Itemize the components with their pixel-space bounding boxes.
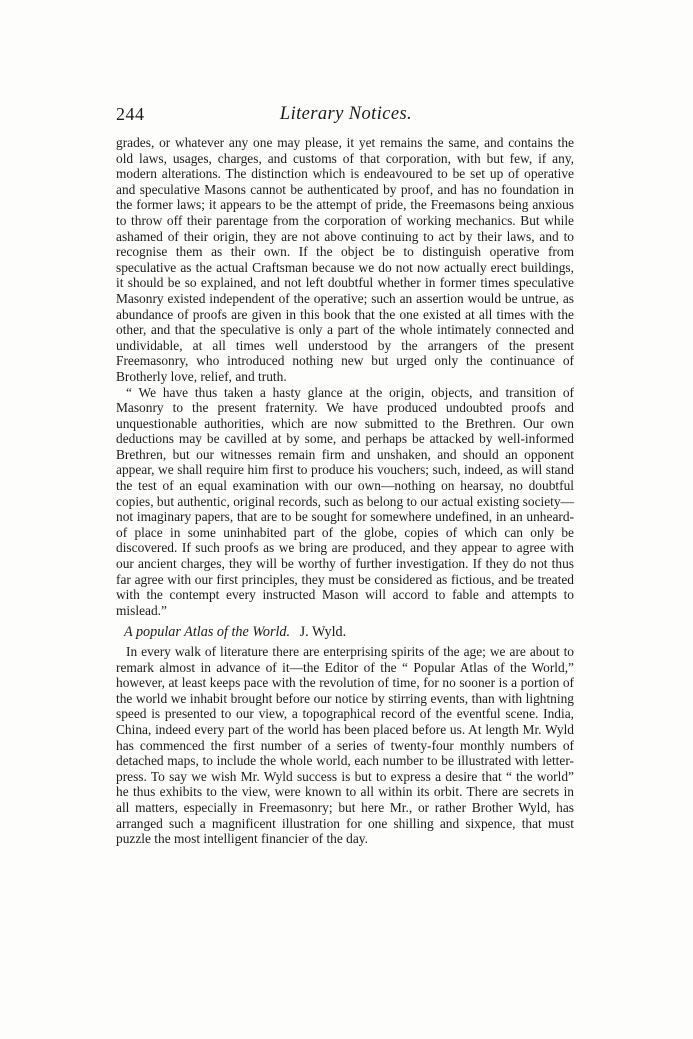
- body-text: [116, 135, 574, 847]
- review-title: A popular Atlas of the World.: [124, 624, 291, 641]
- review-heading: [116, 625, 574, 641]
- page-header: [116, 104, 576, 128]
- paragraph-continued: grades, or whatever any one may please, it yet remains the same, and contains the old laws, usages, charges, and customs of that corporation, with but few, if any, modern alterations. The distinction which is endeavoured to be set up of operative and speculative Masons cannot be authenticated by proof, and has no foundation in the former laws; it appears to be the attempt of pride, the Freemasons being anxious to throw off their parentage from the corporation of working mechanics. But while ashamed of their origin, they are not above continuing to act by their laws, and to recognise them as their own. If the object be to distinguish operative from speculative as the actual Craftsman because we do not now actually erect buildings, it should be so explained, and not left doubtful whether in former times speculative Masonry existed independent of the operative; such an assertion would be untrue, as abundance of proofs are given in this book that the one existed at all times with the other, and that the speculative is only a part of the whole intimately connected and undividable, at all times well understood by the arrangers of the present Freemasonry, who introduced nothing new but urged only the continuance of Brotherly love, relief, and truth.: [116, 135, 574, 384]
- review-author: J. Wyld.: [299, 624, 347, 641]
- running-title: Literary Notices.: [279, 104, 413, 124]
- page-number: 244: [116, 104, 145, 124]
- paragraph-review: In every walk of literature there are enterprising spirits of the age; we are about to remark almost in advance of it—the Editor of the “ Popular Atlas of the World,” however, at least keeps pace with the revolution of time, for no sooner is a portion of the world we inhabit brought before our notice by stirring events, than with lightning speed is presented to our view, a topographical record of the eventful scene. India, China, indeed every part of the world has been placed before us. At length Mr. Wyld has commenced the first number of a series of twenty-four monthly numbers of detached maps, to include the whole world, each number to be illustrated with letter-press. To say we wish Mr. Wyld success is but to express a desire that “ the world” he thus exhibits to the view, were known to all within its orbit. There are secrets in all matters, especially in Freemasonry; but here Mr., or rather Brother Wyld, has arranged such a magnificent illustration for one shilling and sixpence, that must puzzle the most intelligent financier of the day.: [116, 644, 574, 847]
- paragraph-quotation: “ We have thus taken a hasty glance at the origin, objects, and transition of Masonry to the present fraternity. We have produced undoubted proofs and unquestionable authorities, which are now submitted to the Brethren. Our own deductions may be cavilled at by some, and perhaps be attacked by well-informed Brethren, but our witnesses remain firm and unshaken, and should an opponent appear, we shall require him first to produce his vouchers; such, indeed, as will stand the test of an equal examination with our own—nothing on hearsay, no doubtful copies, but authentic, original records, such as belong to our actual existing society—not imaginary papers, that are to be sought for somewhere undefined, in an unheard-of place in some uninhabited part of the globe, copies of which can only be discovered. If such proofs as we bring are produced, and they appear to agree with our ancient charges, they will be worthy of further investigation. If they do not thus far agree with our first principles, they must be considered as fictious, and be treated with the contempt every instructed Mason will accord to fable and attempts to mislead.”: [116, 384, 574, 618]
